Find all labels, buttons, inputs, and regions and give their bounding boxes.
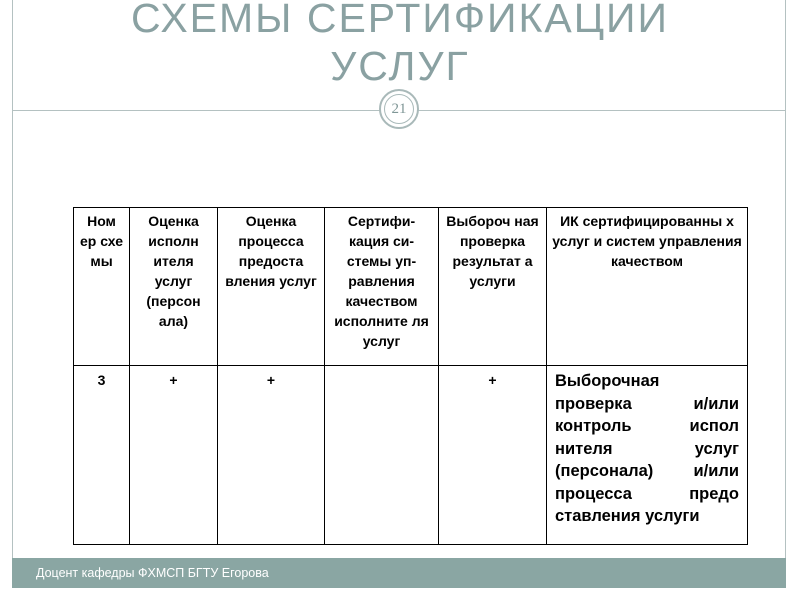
page-number: 21 xyxy=(384,94,414,124)
cell-inspection-control: Выборочная проверка и/или контроль испол нителя услуг (персонала) и/или процесса предо ставления услуги xyxy=(547,366,748,545)
cell-process-evaluation: + xyxy=(218,366,325,545)
table-row xyxy=(74,366,748,545)
cell-sample-check: + xyxy=(439,366,547,545)
slide-title xyxy=(0,0,800,90)
page-number-badge xyxy=(379,89,419,129)
header-scheme-number: Ном ер схе мы xyxy=(74,208,130,366)
cell-performer-evaluation: + xyxy=(130,366,218,545)
header-inspection-control: ИК сертифицированны х услуг и систем управления качеством xyxy=(547,208,748,366)
title-line-1: СХЕМЫ СЕРТИФИКАЦИИ xyxy=(131,0,669,41)
cell-scheme-number: 3 xyxy=(74,366,130,545)
footer-author: Доцент кафедры ФХМСП БГТУ Егорова xyxy=(36,566,269,580)
header-performer-evaluation: Оценка исполн ителя услуг (персон ала) xyxy=(130,208,218,366)
table-header-row xyxy=(74,208,748,366)
header-system-certification: Сертифи-кация си-стемы уп-равления качеством исполните ля услуг xyxy=(325,208,439,366)
title-line-2: УСЛУГ xyxy=(330,43,470,89)
certification-schemes-table xyxy=(73,207,748,545)
cell-system-certification xyxy=(325,366,439,545)
slide-footer xyxy=(12,558,786,588)
header-process-evaluation: Оценка процесса предоста вления услуг xyxy=(218,208,325,366)
header-sample-check: Выбороч ная проверка результат а услуги xyxy=(439,208,547,366)
